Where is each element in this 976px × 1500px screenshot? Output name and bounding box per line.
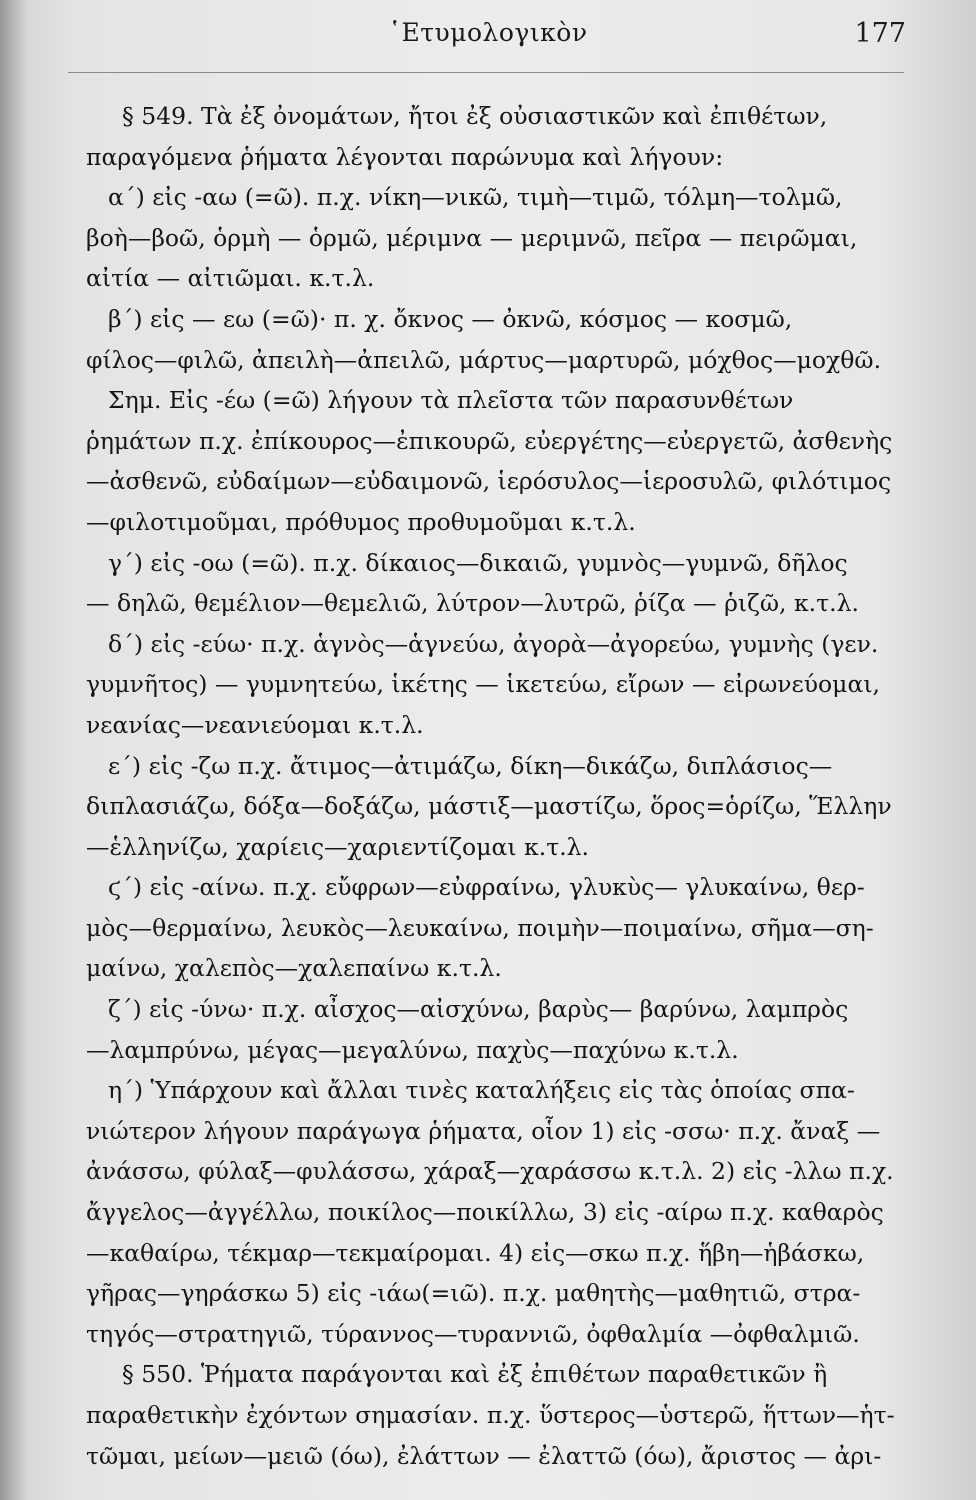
text-line: νιώτερον λήγουν παράγωγα ῥήματα, οἷον 1) εἰς -σσω· π.χ. ἄναξ —: [86, 1116, 881, 1145]
text-line: φίλος—φιλῶ, ἀπειλὴ—ἀπειλῶ, μάρτυς—μαρτυρῶ, μόχθος—μοχθῶ.: [86, 345, 882, 374]
rule-c-line: γ΄) εἰς -οω (=ῶ). π.χ. δίκαιος—δικαιῶ, γυμνὸς—γυμνῶ, δῆλος: [108, 548, 848, 577]
text-line: ἀνάσσω, φύλαξ—φυλάσσω, χάραξ—χαράσσω κ.τ.λ. 2) εἰς -λλω π.χ.: [86, 1157, 894, 1186]
text-line: αἰτία — αἰτιῶμαι. κ.τ.λ.: [86, 264, 375, 293]
text-line: διπλασιάζω, δόξα—δοξάζω, μάστιξ—μαστίζω, ὅρος=ὁρίζω, Ἕλλην: [86, 792, 892, 821]
text-line: — δηλῶ, θεμέλιον—θεμελιῶ, λύτρον—λυτρῶ, ῥίζα — ῥιζῶ, κ.τ.λ.: [86, 589, 859, 618]
text-line: —φιλοτιμοῦμαι, πρόθυμος προθυμοῦμαι κ.τ.λ.: [86, 507, 636, 536]
text-line: —ἑλληνίζω, χαρίεις—χαριεντίζομαι κ.τ.λ.: [86, 832, 590, 861]
running-head-title: ῾Ετυμολογικὸν: [388, 18, 588, 47]
text-line: παραγόμενα ῥήματα λέγονται παρώνυμα καὶ λήγουν:: [86, 142, 724, 171]
rule-d-line: δ΄) εἰς -εύω· π.χ. ἁγνὸς—ἁγνεύω, ἀγορὰ—ἀγορεύω, γυμνὴς (γεν.: [108, 629, 879, 658]
text-line: βοὴ—βοῶ, ὁρμὴ — ὁρμῶ, μέριμνα — μεριμνῶ, πεῖρα — πειρῶμαι,: [86, 223, 858, 252]
header-rule: [68, 72, 904, 73]
rule-g-line: ζ΄) εἰς -ύνω· π.χ. αἶσχος—αἰσχύνω, βαρὺς— βαρύνω, λαμπρὸς: [108, 995, 849, 1024]
text-line: —ἀσθενῶ, εὐδαίμων—εὐδαιμονῶ, ἱερόσυλος—ἱεροσυλῶ, φιλότιμος: [86, 467, 892, 496]
rule-b-line: β΄) εἰς — εω (=ῶ)· π. χ. ὄκνος — ὀκνῶ, κόσμος — κοσμῶ,: [108, 304, 793, 333]
text-line: γῆρας—γηράσκω 5) εἰς -ιάω(=ιῶ). π.χ. μαθητὴς—μαθητιῶ, στρα-: [86, 1279, 861, 1308]
text-line: γυμνῆτος) — γυμνητεύω, ἱκέτης — ἱκετεύω, εἴρων — εἰρωνεύομαι,: [86, 670, 880, 699]
text-line: ῥημάτων π.χ. ἐπίκουρος—ἐπικουρῶ, εὐεργέτης—εὐεργετῶ, ἀσθενὴς: [86, 426, 893, 455]
note-line: Σημ. Εἰς -έω (=ῶ) λήγουν τὰ πλεῖστα τῶν παρασυνθέτων: [108, 386, 794, 415]
body-text: [86, 96, 906, 1476]
text-line: νεανίας—νεανιεύομαι κ.τ.λ.: [86, 710, 424, 739]
text-line: —λαμπρύνω, μέγας—μεγαλύνω, παχὺς—παχύνω κ.τ.λ.: [86, 1035, 739, 1064]
page-number: 177: [854, 18, 906, 49]
rule-f-line: ϛ΄) εἰς -αίνω. π.χ. εὔφρων—εὐφραίνω, γλυκὺς— γλυκαίνω, θερ-: [108, 873, 865, 902]
rule-a-line: α΄) εἰς -αω (=ῶ). π.χ. νίκη—νικῶ, τιμὴ—τιμῶ, τόλμη—τολμῶ,: [108, 183, 843, 212]
rule-h-line: η΄) Ὑπάρχουν καὶ ἄλλαι τινὲς καταλήξεις εἰς τὰς ὁποίας σπα-: [108, 1076, 855, 1105]
text-line: —καθαίρω, τέκμαρ—τεκμαίρομαι. 4) εἰς—σκω π.χ. ἥβη—ἡβάσκω,: [86, 1238, 865, 1267]
rule-e-line: ε΄) εἰς -ζω π.χ. ἄτιμος—ἀτιμάζω, δίκη—δικάζω, διπλάσιος—: [108, 751, 833, 780]
page-edge-shadow: [0, 0, 28, 1500]
running-head: [0, 18, 976, 58]
text-line: τῶμαι, μείων—μειῶ (όω), ἐλάττων — ἐλαττῶ (όω), ἄριστος — ἀρι-: [86, 1441, 882, 1470]
text-line: μὸς—θερμαίνω, λευκὸς—λευκαίνω, ποιμὴν—ποιμαίνω, σῆμα—ση-: [86, 913, 874, 942]
text-line: ἄγγελος—ἀγγέλλω, ποικίλος—ποικίλλω, 3) εἰς -αίρω π.χ. καθαρὸς: [86, 1198, 884, 1227]
text-line: παραθετικὴν ἐχόντων σημασίαν. π.χ. ὕστερος—ὑστερῶ, ἥττων—ἡτ-: [86, 1401, 895, 1429]
text-line: τηγός—στρατηγιῶ, τύραννος—τυραννιῶ, ὀφθαλμία —ὀφθαλμιῶ.: [86, 1319, 860, 1348]
section-550-heading-line: § 550. Ῥήματα παράγονται καὶ ἐξ ἐπιθέτων παραθετικῶν ἢ: [122, 1360, 828, 1389]
section-549-heading-line: § 549. Τὰ ἐξ ὀνομάτων, ἤτοι ἐξ οὐσιαστικῶν καὶ ἐπιθέτων,: [122, 102, 828, 130]
text-line: μαίνω, χαλεπὸς—χαλεπαίνω κ.τ.λ.: [86, 954, 502, 983]
